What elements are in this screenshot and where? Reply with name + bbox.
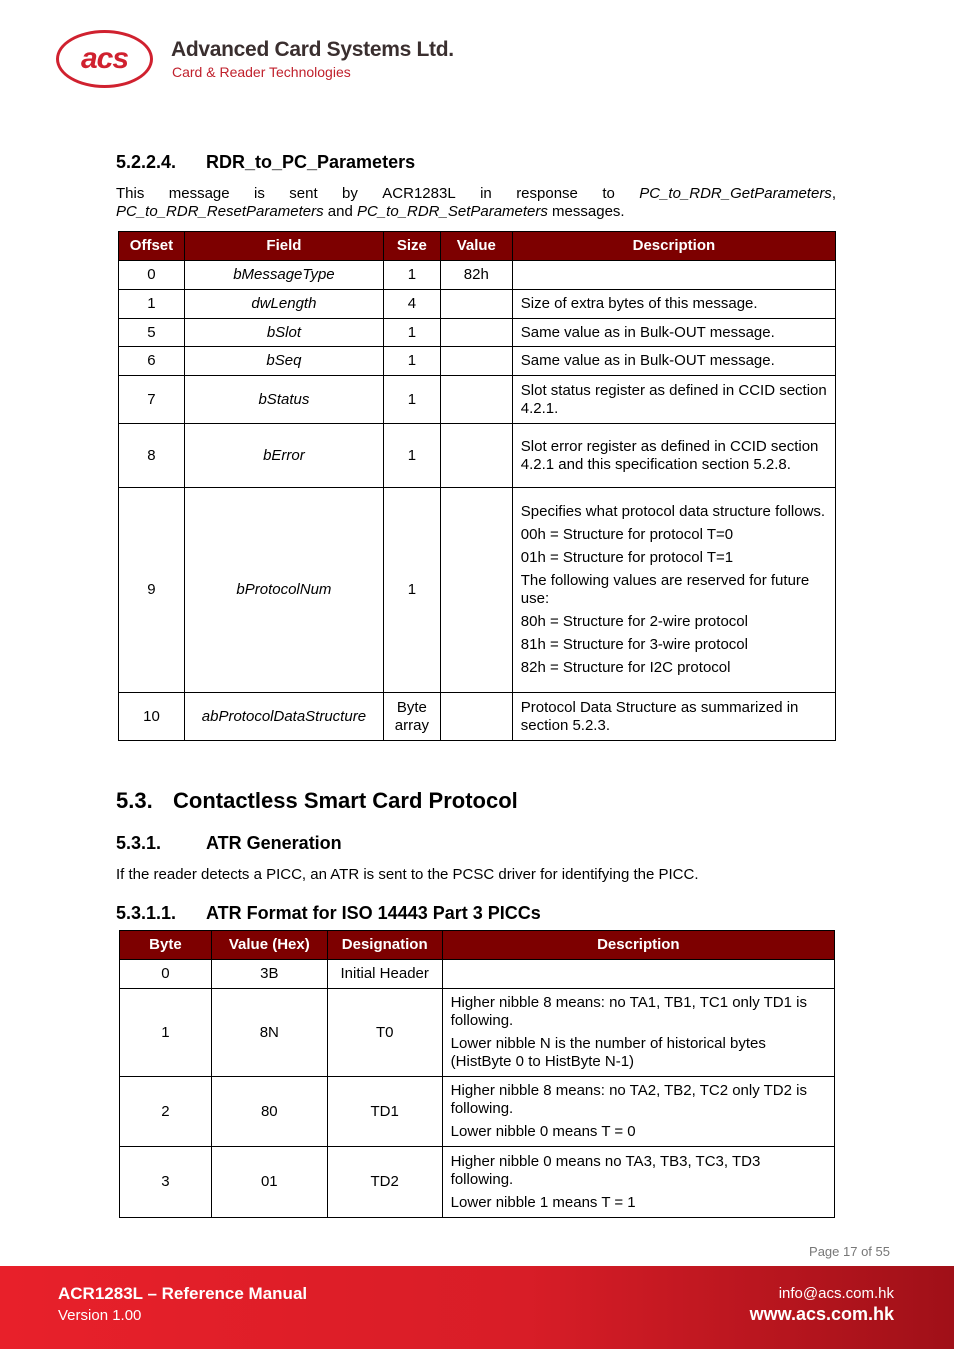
size-cell: 1	[383, 376, 440, 424]
description-cell	[442, 1147, 834, 1218]
size-cell: 1	[383, 488, 440, 693]
page-number: Page 17 of 55	[809, 1244, 890, 1259]
offset-cell: 5	[119, 319, 185, 347]
section-number: 5.3.1.1.	[116, 903, 177, 923]
designation-cell: T0	[327, 989, 442, 1077]
offset-cell: 8	[119, 424, 185, 488]
section-title: Contactless Smart Card Protocol	[173, 788, 518, 813]
description-cell	[512, 693, 835, 741]
designation-cell: TD2	[327, 1147, 442, 1218]
offset-cell: 7	[119, 376, 185, 424]
company-tagline: Card & Reader Technologies	[172, 64, 351, 80]
column-header: Value	[440, 232, 512, 261]
intro-word: by	[342, 185, 358, 202]
size-cell: 1	[383, 319, 440, 347]
table-row	[120, 1077, 835, 1147]
rdr-to-pc-parameters-table	[118, 231, 836, 741]
field-cell: bStatus	[184, 376, 383, 424]
table-row	[119, 693, 836, 741]
footer-bar	[0, 1266, 954, 1349]
size-cell: 4	[383, 290, 440, 319]
field-cell: bSeq	[184, 347, 383, 376]
description-cell	[512, 376, 835, 424]
description-line: Higher nibble 8 means: no TA1, TB1, TC1 only TD1 is following.	[450, 994, 807, 1029]
value-cell: 82h	[440, 261, 512, 290]
company-logo	[56, 30, 476, 92]
description-line: The following values are reserved for future use:	[520, 572, 810, 607]
description-line: Same value as in Bulk-OUT message.	[520, 352, 775, 369]
intro-word-fn	[639, 185, 836, 203]
description-cell	[512, 488, 835, 693]
intro-end: messages.	[547, 203, 625, 220]
description-cell	[512, 347, 835, 376]
description-cell	[512, 319, 835, 347]
value-cell	[440, 347, 512, 376]
section-531-text: If the reader detects a PICC, an ATR is sent to the PCSC driver for identifying the PICC.	[116, 866, 699, 883]
byte-cell: 3	[120, 1147, 212, 1218]
description-line: 01h = Structure for protocol T=1	[520, 549, 734, 566]
intro-line-2	[116, 203, 836, 221]
table-row	[120, 989, 835, 1077]
table-header-row	[119, 232, 836, 261]
intro-word: to	[602, 185, 615, 202]
intro-word: This	[116, 185, 145, 202]
description-line: 81h = Structure for 3-wire protocol	[520, 636, 748, 653]
offset-cell: 1	[119, 290, 185, 319]
field-cell: bProtocolNum	[184, 488, 383, 693]
column-header: Description	[512, 232, 835, 261]
hex-value-cell: 8N	[211, 989, 327, 1077]
table-row	[120, 960, 835, 989]
value-cell	[440, 693, 512, 741]
footer-version: Version 1.00	[58, 1307, 142, 1324]
designation-cell: Initial Header	[327, 960, 442, 989]
hex-value-cell: 3B	[211, 960, 327, 989]
value-cell	[440, 319, 512, 347]
section-5224-intro	[116, 185, 836, 221]
description-line: Slot error register as defined in CCID section 4.2.1 and this specification section 5.2.8.	[520, 437, 819, 473]
intro-word: message	[168, 185, 230, 202]
section-title: RDR_to_PC_Parameters	[206, 152, 416, 172]
footer-website-link[interactable]: www.acs.com.hk	[749, 1304, 894, 1324]
description-line: Lower nibble N is the number of historical bytes (HistByte 0 to HistByte N-1)	[450, 1035, 766, 1070]
description-line: Slot status register as defined in CCID section 4.2.1.	[520, 381, 827, 417]
fn-set-params: PC_to_RDR_SetParameters	[356, 203, 548, 220]
section-number: 5.3.1.	[116, 833, 162, 853]
intro-word: sent	[289, 185, 318, 202]
table-row	[119, 319, 836, 347]
section-number: 5.3.	[116, 788, 153, 813]
atr-format-table	[119, 930, 835, 1218]
company-name: Advanced Card Systems Ltd.	[171, 38, 454, 61]
field-cell: bError	[184, 424, 383, 488]
table-header-row	[120, 931, 835, 960]
table-row	[119, 290, 836, 319]
section-heading-5311	[116, 903, 541, 924]
column-header: Byte	[120, 931, 212, 960]
intro-word: is	[254, 185, 265, 202]
section-heading-5224	[116, 152, 415, 173]
size-cell: 1	[383, 424, 440, 488]
description-cell	[442, 1077, 834, 1147]
value-cell	[440, 424, 512, 488]
column-header: Size	[383, 232, 440, 261]
table-row	[119, 424, 836, 488]
footer-document-title: ACR1283L – Reference Manual	[58, 1284, 308, 1303]
description-cell	[512, 290, 835, 319]
field-cell: bMessageType	[184, 261, 383, 290]
section-title: ATR Format for ISO 14443 Part 3 PICCs	[206, 903, 541, 923]
table-row	[120, 1147, 835, 1218]
table-row	[119, 488, 836, 693]
designation-cell: TD1	[327, 1077, 442, 1147]
description-line: Specifies what protocol data structure follows.	[520, 503, 826, 520]
description-cell	[512, 424, 835, 488]
description-cell	[442, 960, 834, 989]
description-cell	[512, 261, 835, 290]
intro-word: response	[516, 185, 578, 202]
description-line: Same value as in Bulk-OUT message.	[520, 323, 775, 341]
column-header: Field	[184, 232, 383, 261]
offset-cell: 0	[119, 261, 185, 290]
table-row	[119, 347, 836, 376]
description-cell	[442, 989, 834, 1077]
intro-line-1	[116, 185, 836, 203]
description-line: Higher nibble 0 means no TA3, TB3, TC3, TD3 following.	[450, 1152, 761, 1188]
offset-cell: 6	[119, 347, 185, 376]
value-cell	[440, 488, 512, 693]
column-header: Designation	[327, 931, 442, 960]
hex-value-cell: 80	[211, 1077, 327, 1147]
byte-cell: 1	[120, 989, 212, 1077]
size-cell: Byte array	[383, 693, 440, 741]
section-number: 5.2.2.4.	[116, 152, 177, 172]
section-heading-53	[116, 788, 518, 814]
footer-email-link[interactable]: info@acs.com.hk	[778, 1285, 894, 1302]
section-title: ATR Generation	[206, 833, 342, 853]
description-line: 82h = Structure for I2C protocol	[520, 659, 731, 676]
description-line: 00h = Structure for protocol T=0	[520, 526, 734, 543]
field-cell: dwLength	[184, 290, 383, 319]
field-cell: bSlot	[184, 319, 383, 347]
description-line: 80h = Structure for 2-wire protocol	[520, 613, 748, 630]
size-cell: 1	[383, 261, 440, 290]
description-line: Higher nibble 8 means: no TA2, TB2, TC2 only TD2 is following.	[450, 1082, 807, 1117]
offset-cell: 10	[119, 693, 185, 741]
description-line: Protocol Data Structure as summarized in section 5.2.3.	[520, 698, 799, 734]
column-header: Description	[442, 931, 834, 960]
byte-cell: 0	[120, 960, 212, 989]
size-cell: 1	[383, 347, 440, 376]
column-header: Value (Hex)	[211, 931, 327, 960]
fn-reset-params: PC_to_RDR_ResetParameters	[116, 203, 324, 220]
byte-cell: 2	[120, 1077, 212, 1147]
value-cell	[440, 376, 512, 424]
field-cell: abProtocolDataStructure	[184, 693, 383, 741]
table-row	[119, 376, 836, 424]
intro-word: in	[480, 185, 492, 202]
description-line: Lower nibble 1 means T = 1	[450, 1193, 636, 1211]
description-line: Size of extra bytes of this message.	[520, 295, 758, 312]
logo-text: acs	[80, 42, 129, 75]
fn-get-params: PC_to_RDR_GetParameters	[639, 185, 832, 202]
hex-value-cell: 01	[211, 1147, 327, 1218]
intro-word: ACR1283L	[382, 185, 456, 202]
column-header: Offset	[119, 232, 185, 261]
acs-logo-icon	[56, 30, 153, 88]
description-line: Lower nibble 0 means T = 0	[450, 1123, 636, 1140]
offset-cell: 9	[119, 488, 185, 693]
table-row	[119, 261, 836, 290]
section-heading-531	[116, 833, 342, 854]
intro-and: and	[323, 203, 357, 220]
value-cell	[440, 290, 512, 319]
intro-comma: ,	[831, 185, 836, 202]
